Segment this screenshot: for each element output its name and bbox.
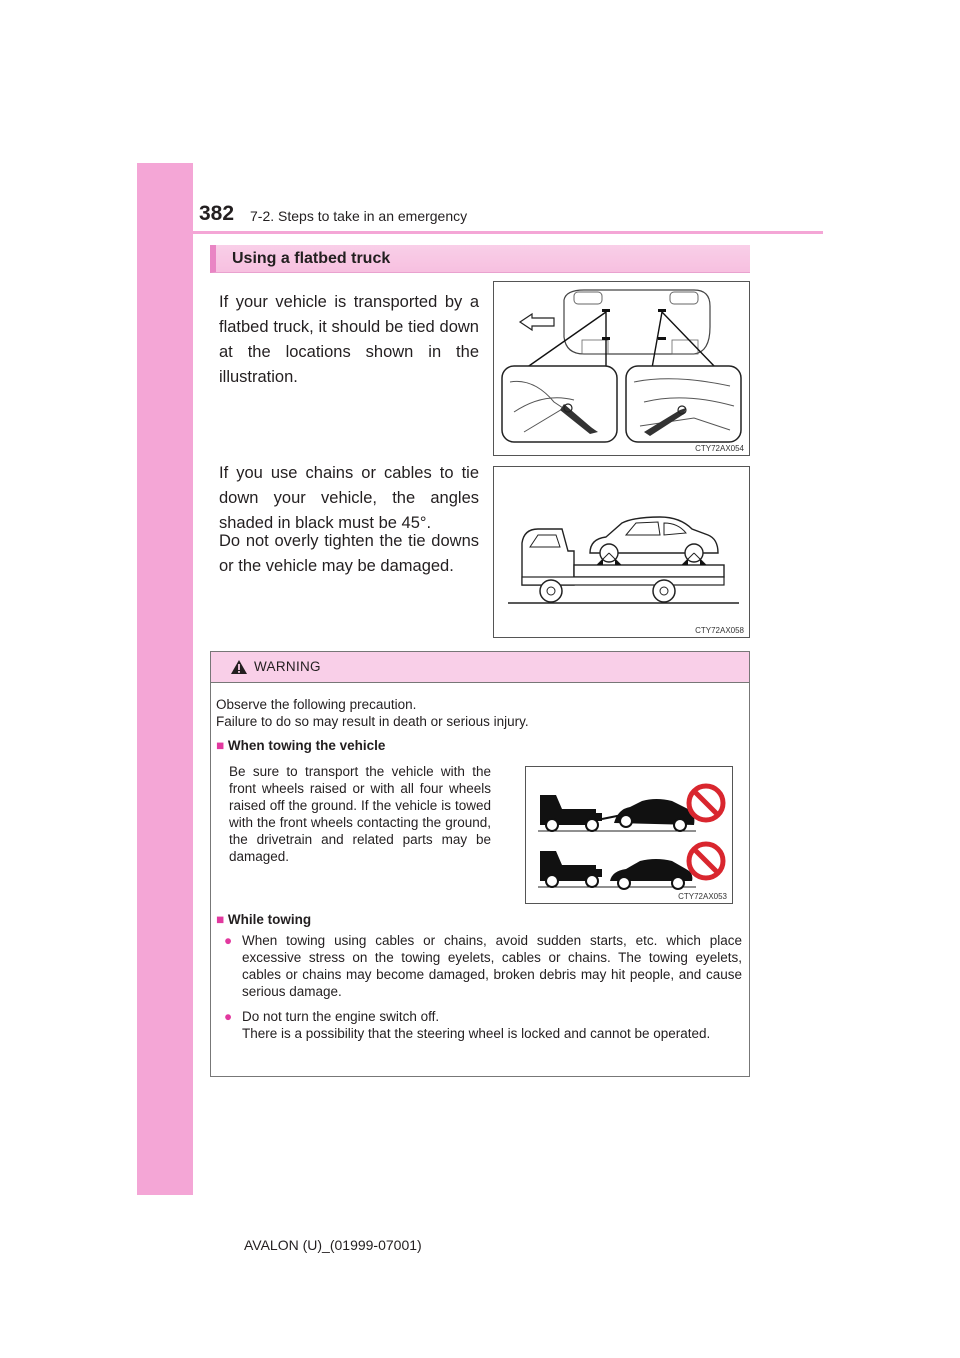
section-heading-bar [210,245,750,273]
figure-code: CTY72AX054 [695,444,744,453]
paragraph-tie-down-locations: If your vehicle is transported by a flatbed truck, it should be tied down at the locations shown in the illustration. [219,293,479,386]
figure-code: CTY72AX058 [695,626,744,635]
side-color-band [137,163,193,1195]
section-title: Using a flatbed truck [232,250,391,267]
subheading-when-towing [216,737,385,754]
figure-flatbed-truck [493,466,750,638]
tow-truck-illustration [526,767,734,905]
page-number: 382 [199,202,235,225]
bullet-engine-switch: Do not turn the engine switch off. [242,1009,440,1024]
square-bullet-icon: ■ [216,912,228,927]
header-rule [193,231,823,234]
warning-box [210,651,750,1077]
paragraph-tighten: Do not overly tighten the tie downs or the vehicle may be damaged. [219,532,479,575]
chapter-title: 7-2. Steps to take in an emergency [250,208,468,224]
subheading-text: While towing [227,912,312,927]
subheading-text: When towing the vehicle [227,738,386,753]
figure-code: CTY72AX053 [678,892,727,901]
subheading-while-towing [216,911,311,928]
round-bullet-icon: ● [224,1009,233,1024]
round-bullet-icon: ● [224,933,233,948]
bullet-steering-locked: There is a possibility that the steering wheel is locked and cannot be operated. [242,1026,711,1041]
footer-model-code: AVALON (U)_(01999-07001) [244,1237,422,1253]
warning-header [211,652,749,683]
when-towing-text: Be sure to transport the vehicle with the front wheels raised or with all four wheels raised off the ground. If the vehicle is towed with the front wheels contacting the ground, the drivetrain and related parts may be damaged. [229,764,491,864]
warning-intro-line2: Failure to do so may result in death or serious injury. [216,714,529,729]
bullet-avoid-sudden-starts: When towing using cables or chains, avoid sudden starts, etc. which place excessive stress on the towing eyelets, cables or chains. The towing eyelets, cables or chains may become damaged, broken debris may hit people, and cause serious damage. [242,933,742,999]
figure-tie-down-locations [493,281,750,456]
warning-triangle-icon [230,659,248,675]
figure-towing-prohibited [525,766,733,904]
paragraph-angles: If you use chains or cables to tie down your vehicle, the angles shaded in black must be 45°. [219,464,479,532]
flatbed-truck-illustration [494,467,751,639]
warning-intro-line1: Observe the following precaution. [216,697,417,712]
warning-label: WARNING [254,659,321,674]
square-bullet-icon: ■ [216,738,228,753]
tie-down-illustration [494,282,751,457]
